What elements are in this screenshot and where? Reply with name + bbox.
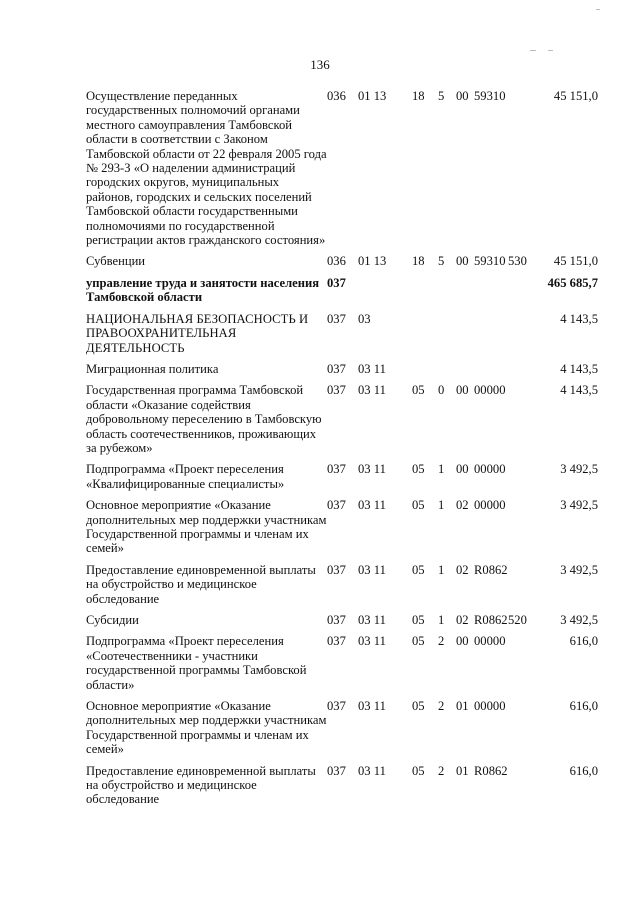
row-expense-type [508,462,538,498]
row-section-code: 03 11 [358,462,386,477]
row-section-code: 03 11 [358,498,386,513]
row-target-article [412,312,508,362]
target-article-part: 00 [456,383,469,398]
row-target-article [412,634,508,699]
target-article-part: 02 [456,613,469,627]
row-section-code: 03 11 [358,699,386,714]
target-article-part: 02 [456,562,469,577]
target-article-part: 05 [412,634,425,649]
target-article-part: 05 [412,462,425,477]
table-row [86,699,598,764]
target-article-part: 01 [456,699,469,714]
row-sum: 45 151,0 [553,89,598,103]
scan-speck [530,50,536,51]
page-number: 136 [310,57,330,72]
target-article-part: 59310 [474,254,506,269]
row-ved-code: 037 [327,699,346,714]
row-name: Осуществление переданных государственных полномочий органами местного самоуправления Тамбовской области в соответствии с Законом Тамбовской области от 22 февраля 2005 года № 293-З «О наделении администраций городских округов, муниципальных районов, городских и сельских поселений Тамбовской области государственными полномочиями по государственной регистрации актов гражданского состояния» [86,89,327,248]
row-ved-code: 037 [327,275,346,290]
target-article-part: 00 [456,462,469,477]
row-section-code: 03 11 [358,613,386,627]
row-sum: 4 143,5 [560,311,598,326]
table-row [86,312,598,362]
row-target-article [412,563,508,613]
target-article-part: R0862 [474,613,508,627]
row-name: Миграционная политика [86,361,219,376]
row-sum: 616,0 [569,634,598,649]
target-article-part: 05 [412,613,425,627]
target-article-part: 0 [438,383,445,398]
table-row [86,276,598,312]
row-expense-type [508,276,538,312]
row-section-code: 03 11 [358,361,386,376]
row-section-code: 03 11 [358,634,386,649]
row-ved-code: 036 [327,254,346,269]
table-row [86,254,598,275]
table-row [86,634,598,699]
target-article-part: R0862 [474,562,508,577]
row-sum: 616,0 [569,763,598,778]
row-name: Основное мероприятие «Оказание дополнительных мер поддержки участникам Государственной программы и членам их семей» [86,498,327,556]
row-sum: 4 143,5 [560,383,598,398]
row-expense-type [508,383,538,462]
target-article-part: 00000 [474,498,506,513]
row-sum: 3 492,5 [560,462,598,477]
target-article-part: 00 [456,634,469,649]
row-expense-type [508,312,538,362]
scan-speck [548,50,553,51]
row-ved-code: 036 [327,89,346,103]
row-expense-type [508,699,538,764]
row-name: НАЦИОНАЛЬНАЯ БЕЗОПАСНОСТЬ И ПРАВООХРАНИТЕЛЬНАЯ ДЕЯТЕЛЬНОСТЬ [86,311,309,355]
row-name: Подпрограмма «Проект переселения «Квалифицированные специалисты» [86,462,285,491]
row-section-code: 03 11 [358,763,386,778]
row-expense-type [508,764,538,814]
row-expense-type: 520 [508,613,527,627]
row-name: Предоставление единовременной выплаты на обустройство и медицинское обследование [86,763,316,807]
scan-speck [596,9,600,10]
row-expense-type [508,498,538,563]
target-article-part: 00000 [474,634,506,649]
target-article-part: 2 [438,634,445,649]
target-article-part: 18 [412,254,425,269]
row-ved-code: 037 [327,361,346,376]
target-article-part: 00000 [474,383,506,398]
row-target-article [412,462,508,498]
target-article-part: 00000 [474,462,506,477]
row-target-article [412,383,508,462]
table-row [86,563,598,613]
target-article-part: 01 [456,763,469,778]
target-article-part: 2 [438,763,445,778]
target-article-part: 05 [412,562,425,577]
table-row [86,362,598,383]
target-article-part: 05 [412,699,425,714]
row-name: Субсидии [86,613,139,627]
row-name: Государственная программа Тамбовской области «Оказание содействия добровольному переселению в Тамбовскую область соотечественников, проживающих за рубежом» [86,383,322,455]
row-ved-code: 037 [327,462,346,477]
target-article-part: 5 [438,89,445,103]
row-name: Подпрограмма «Проект переселения «Соотечественники - участники государственной программы Тамбовской области» [86,634,307,692]
row-sum: 4 143,5 [560,361,598,376]
row-sum: 3 492,5 [560,613,598,627]
row-section-code: 03 11 [358,383,386,398]
row-ved-code: 037 [327,613,346,627]
row-sum: 616,0 [569,699,598,714]
target-article-part: 00 [456,89,469,103]
row-target-article [412,764,508,814]
row-target-article [412,254,508,275]
row-target-article [412,362,508,383]
row-target-article [412,613,508,634]
table-row [86,764,598,814]
row-expense-type [508,89,538,254]
row-sum: 3 492,5 [560,498,598,513]
target-article-part: 2 [438,699,445,714]
target-article-part: 1 [438,613,445,627]
target-article-part: 00000 [474,699,506,714]
row-expense-type [508,563,538,613]
target-article-part: 05 [412,498,425,513]
row-name: управление труда и занятости населения Тамбовской области [86,275,320,305]
table-row [86,613,598,634]
row-ved-code: 037 [327,311,346,326]
target-article-part: 59310 [474,89,506,103]
target-article-part: 05 [412,763,425,778]
budget-table [86,89,598,814]
target-article-part: 1 [438,562,445,577]
row-section-code: 03 [358,311,371,326]
target-article-part: 02 [456,498,469,513]
row-target-article [412,498,508,563]
table-row [86,498,598,563]
row-name: Основное мероприятие «Оказание дополнительных мер поддержки участникам Государственной программы и членам их семей» [86,699,327,757]
target-article-part: 5 [438,254,445,269]
row-ved-code: 037 [327,562,346,577]
table-row [86,383,598,462]
row-ved-code: 037 [327,498,346,513]
table-row [86,462,598,498]
row-section-code [358,276,412,312]
row-target-article [412,699,508,764]
row-name: Предоставление единовременной выплаты на обустройство и медицинское обследование [86,562,316,606]
target-article-part: 05 [412,383,425,398]
row-expense-type [508,634,538,699]
row-section-code: 03 11 [358,562,386,577]
target-article-part: 1 [438,498,445,513]
row-target-article [412,89,508,254]
target-article-part: 00 [456,254,469,269]
row-ved-code: 037 [327,634,346,649]
row-name: Субвенции [86,254,146,269]
row-expense-type: 530 [508,254,527,269]
row-ved-code: 037 [327,763,346,778]
target-article-part: 18 [412,89,425,103]
row-ved-code: 037 [327,383,346,398]
row-expense-type [508,362,538,383]
row-sum: 465 685,7 [547,275,598,290]
row-target-article [412,276,508,312]
row-sum: 45 151,0 [553,254,598,269]
target-article-part: 1 [438,462,445,477]
row-section-code: 01 13 [358,254,387,269]
target-article-part: R0862 [474,763,508,778]
row-section-code: 01 13 [358,89,387,103]
table-row [86,89,598,254]
row-sum: 3 492,5 [560,562,598,577]
